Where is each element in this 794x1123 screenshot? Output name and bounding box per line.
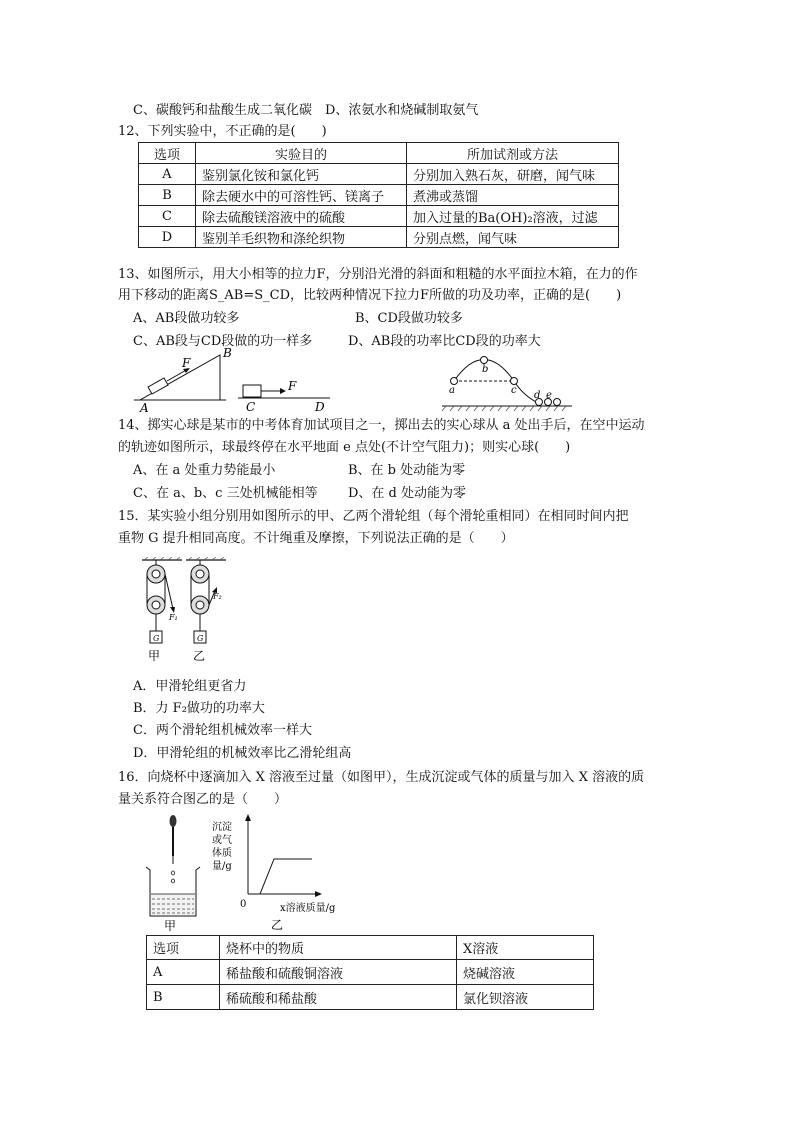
arrow-head-icon	[280, 388, 286, 394]
ball-a	[451, 378, 458, 385]
header-cell: X溶液	[457, 936, 594, 960]
ground-hatching	[442, 406, 566, 411]
table-cell: D	[139, 227, 196, 248]
flat-box	[243, 385, 261, 397]
incline-box	[148, 378, 168, 394]
q15-stem-line1: 15．某实验小组分别用如图所示的甲、乙两个滑轮组（每个滑轮重相同）在相同时间内把	[118, 509, 629, 524]
q16-stem-line2: 量关系符合图乙的是（ ）	[118, 792, 288, 807]
ball-e	[554, 399, 561, 406]
header-cell: 实验目的	[196, 143, 407, 164]
table-cell: 加入过量的Ba(OH)₂溶液，过滤	[407, 206, 619, 227]
q15-option-d: D．甲滑轮组的机械效率比乙滑轮组高	[133, 746, 352, 761]
table-cell: 烧碱溶液	[457, 960, 594, 985]
label-jia: 甲	[148, 649, 161, 663]
label-F2: F₂	[213, 592, 222, 601]
ball-b	[481, 357, 488, 364]
label-b: b	[482, 364, 489, 375]
table-cell: 稀硫酸和稀盐酸	[220, 985, 457, 1010]
label-B: B	[223, 346, 232, 360]
table-row	[139, 185, 619, 206]
header-cell: 选项	[147, 936, 220, 960]
table-cell: 鉴别羊毛织物和涤纶织物	[196, 227, 407, 248]
q13-figure	[130, 345, 340, 415]
q13-stem-line2: 用下移动的距离S_AB=S_CD，比较两种情况下拉力F所做的功及功率，正确的是( )	[118, 288, 622, 303]
q13-option-d: D、AB段的功率比CD段的功率大	[348, 334, 541, 349]
label-yi: 乙	[271, 918, 284, 932]
q12-stem: 12、下列实验中，不正确的是( )	[118, 124, 327, 139]
ylabel-line2: 或气	[212, 835, 232, 846]
label-A: A	[140, 401, 149, 415]
header-cell: 所加试剂或方法	[407, 143, 619, 164]
label-a: a	[449, 385, 455, 396]
ylabel-line1: 沉淀	[212, 822, 232, 833]
label-F1: F₁	[169, 613, 178, 622]
q14-stem-line1: 14、掷实心球是某市的中考体育加试项目之一，掷出去的实心球从 a 处出手后，在空中运动	[118, 418, 645, 433]
table-cell: C	[139, 206, 196, 227]
table-cell: 氯化钡溶液	[457, 985, 594, 1010]
beaker-icon	[146, 867, 200, 916]
pulley-set-jia	[147, 560, 178, 643]
q14-option-c: C、在 a、b、c 三处机械能相等	[133, 486, 318, 501]
dropper-icon	[170, 815, 177, 864]
table-cell: B	[139, 185, 196, 206]
arrow-head-icon	[245, 814, 251, 821]
q14-option-d: D、在 d 处动能为零	[348, 486, 467, 501]
table-cell: 鉴别氯化铵和氯化钙	[196, 164, 407, 185]
ball-c	[511, 378, 518, 385]
table-row	[139, 206, 619, 227]
table-cell: 除去硫酸镁溶液中的硫酸	[196, 206, 407, 227]
label-C: C	[246, 400, 256, 414]
pulley-set-yi	[191, 560, 222, 643]
q13-option-c: C、AB段与CD段做的功一样多	[133, 334, 313, 349]
ylabel-line4: 量/g	[212, 861, 232, 872]
table-cell: 煮沸或蒸馏	[407, 185, 619, 206]
table-row	[147, 960, 594, 985]
label-D: D	[315, 400, 325, 414]
q16-figure	[140, 812, 360, 934]
table-row	[139, 164, 619, 185]
q16-table	[146, 935, 594, 1010]
table-cell: 稀盐酸和硫酸铜溶液	[220, 960, 457, 985]
label-yi: 乙	[193, 649, 206, 663]
q16-stem-line1: 16．向烧杯中逐滴加入 X 溶液至过量（如图甲），生成沉淀或气体的质量与加入 X 溶液的质	[118, 770, 645, 785]
label-c: c	[511, 385, 517, 396]
q13-stem-line1: 13、如图所示，用大小相等的拉力F，分别沿光滑的斜面和粗糙的水平面拉木箱，在力的作	[118, 267, 638, 282]
table-header-row	[147, 936, 594, 960]
table-row	[147, 985, 594, 1010]
table-header-row	[139, 143, 619, 164]
q14-stem-line2: 的轨迹如图所示，球最终停在水平地面 e 点处(不计空气阻力)；则实心球( )	[118, 440, 571, 455]
origin-label: 0	[240, 899, 247, 910]
table-cell: 分别加入熟石灰，研磨，闻气味	[407, 164, 619, 185]
ylabel-line3: 体质	[212, 848, 232, 859]
q15-option-a: A．甲滑轮组更省力	[133, 679, 247, 694]
q13-option-b: B、CD段做功较多	[355, 311, 463, 326]
q15-option-b: B．力 F₂做功的功率大	[133, 701, 265, 716]
q14-option-a: A、在 a 处重力势能最小	[133, 463, 276, 478]
label-d: d	[534, 390, 541, 401]
q12-table	[138, 142, 619, 248]
table-cell: 除去硬水中的可溶性钙、镁离子	[196, 185, 407, 206]
q13-option-a: A、AB段做功较多	[133, 311, 240, 326]
mass-graph	[212, 814, 336, 932]
label-G-jia: G	[153, 634, 160, 643]
header-cell: 选项	[139, 143, 196, 164]
label-F-incline: F	[182, 356, 191, 370]
q14-option-b: B、在 b 处动能为零	[348, 463, 466, 478]
label-F-flat: F	[288, 379, 297, 393]
q15-option-c: C．两个滑轮组机械效率一样大	[133, 723, 312, 738]
table-cell: B	[147, 985, 220, 1010]
table-row	[139, 227, 619, 248]
q11-options-tail: C、碳酸钙和盐酸生成二氧化碳 D、浓氨水和烧碱制取氨气	[133, 103, 479, 118]
table-cell: 分别点燃，闻气味	[407, 227, 619, 248]
label-G-yi: G	[197, 634, 204, 643]
label-e: e	[546, 390, 552, 401]
label-jia: 甲	[164, 919, 177, 933]
q14-trajectory-figure	[438, 348, 578, 412]
table-cell: A	[139, 164, 196, 185]
mass-curve	[260, 859, 312, 894]
header-cell: 烧杯中的物质	[220, 936, 457, 960]
xlabel: x溶液质量/g	[280, 903, 336, 914]
table-cell: A	[147, 960, 220, 985]
q15-pulley-figure	[140, 557, 240, 667]
q15-stem-line2: 重物 G 提升相同高度。不计绳重及摩擦，下列说法正确的是（ ）	[118, 531, 514, 546]
arrow-head-icon	[315, 891, 322, 897]
